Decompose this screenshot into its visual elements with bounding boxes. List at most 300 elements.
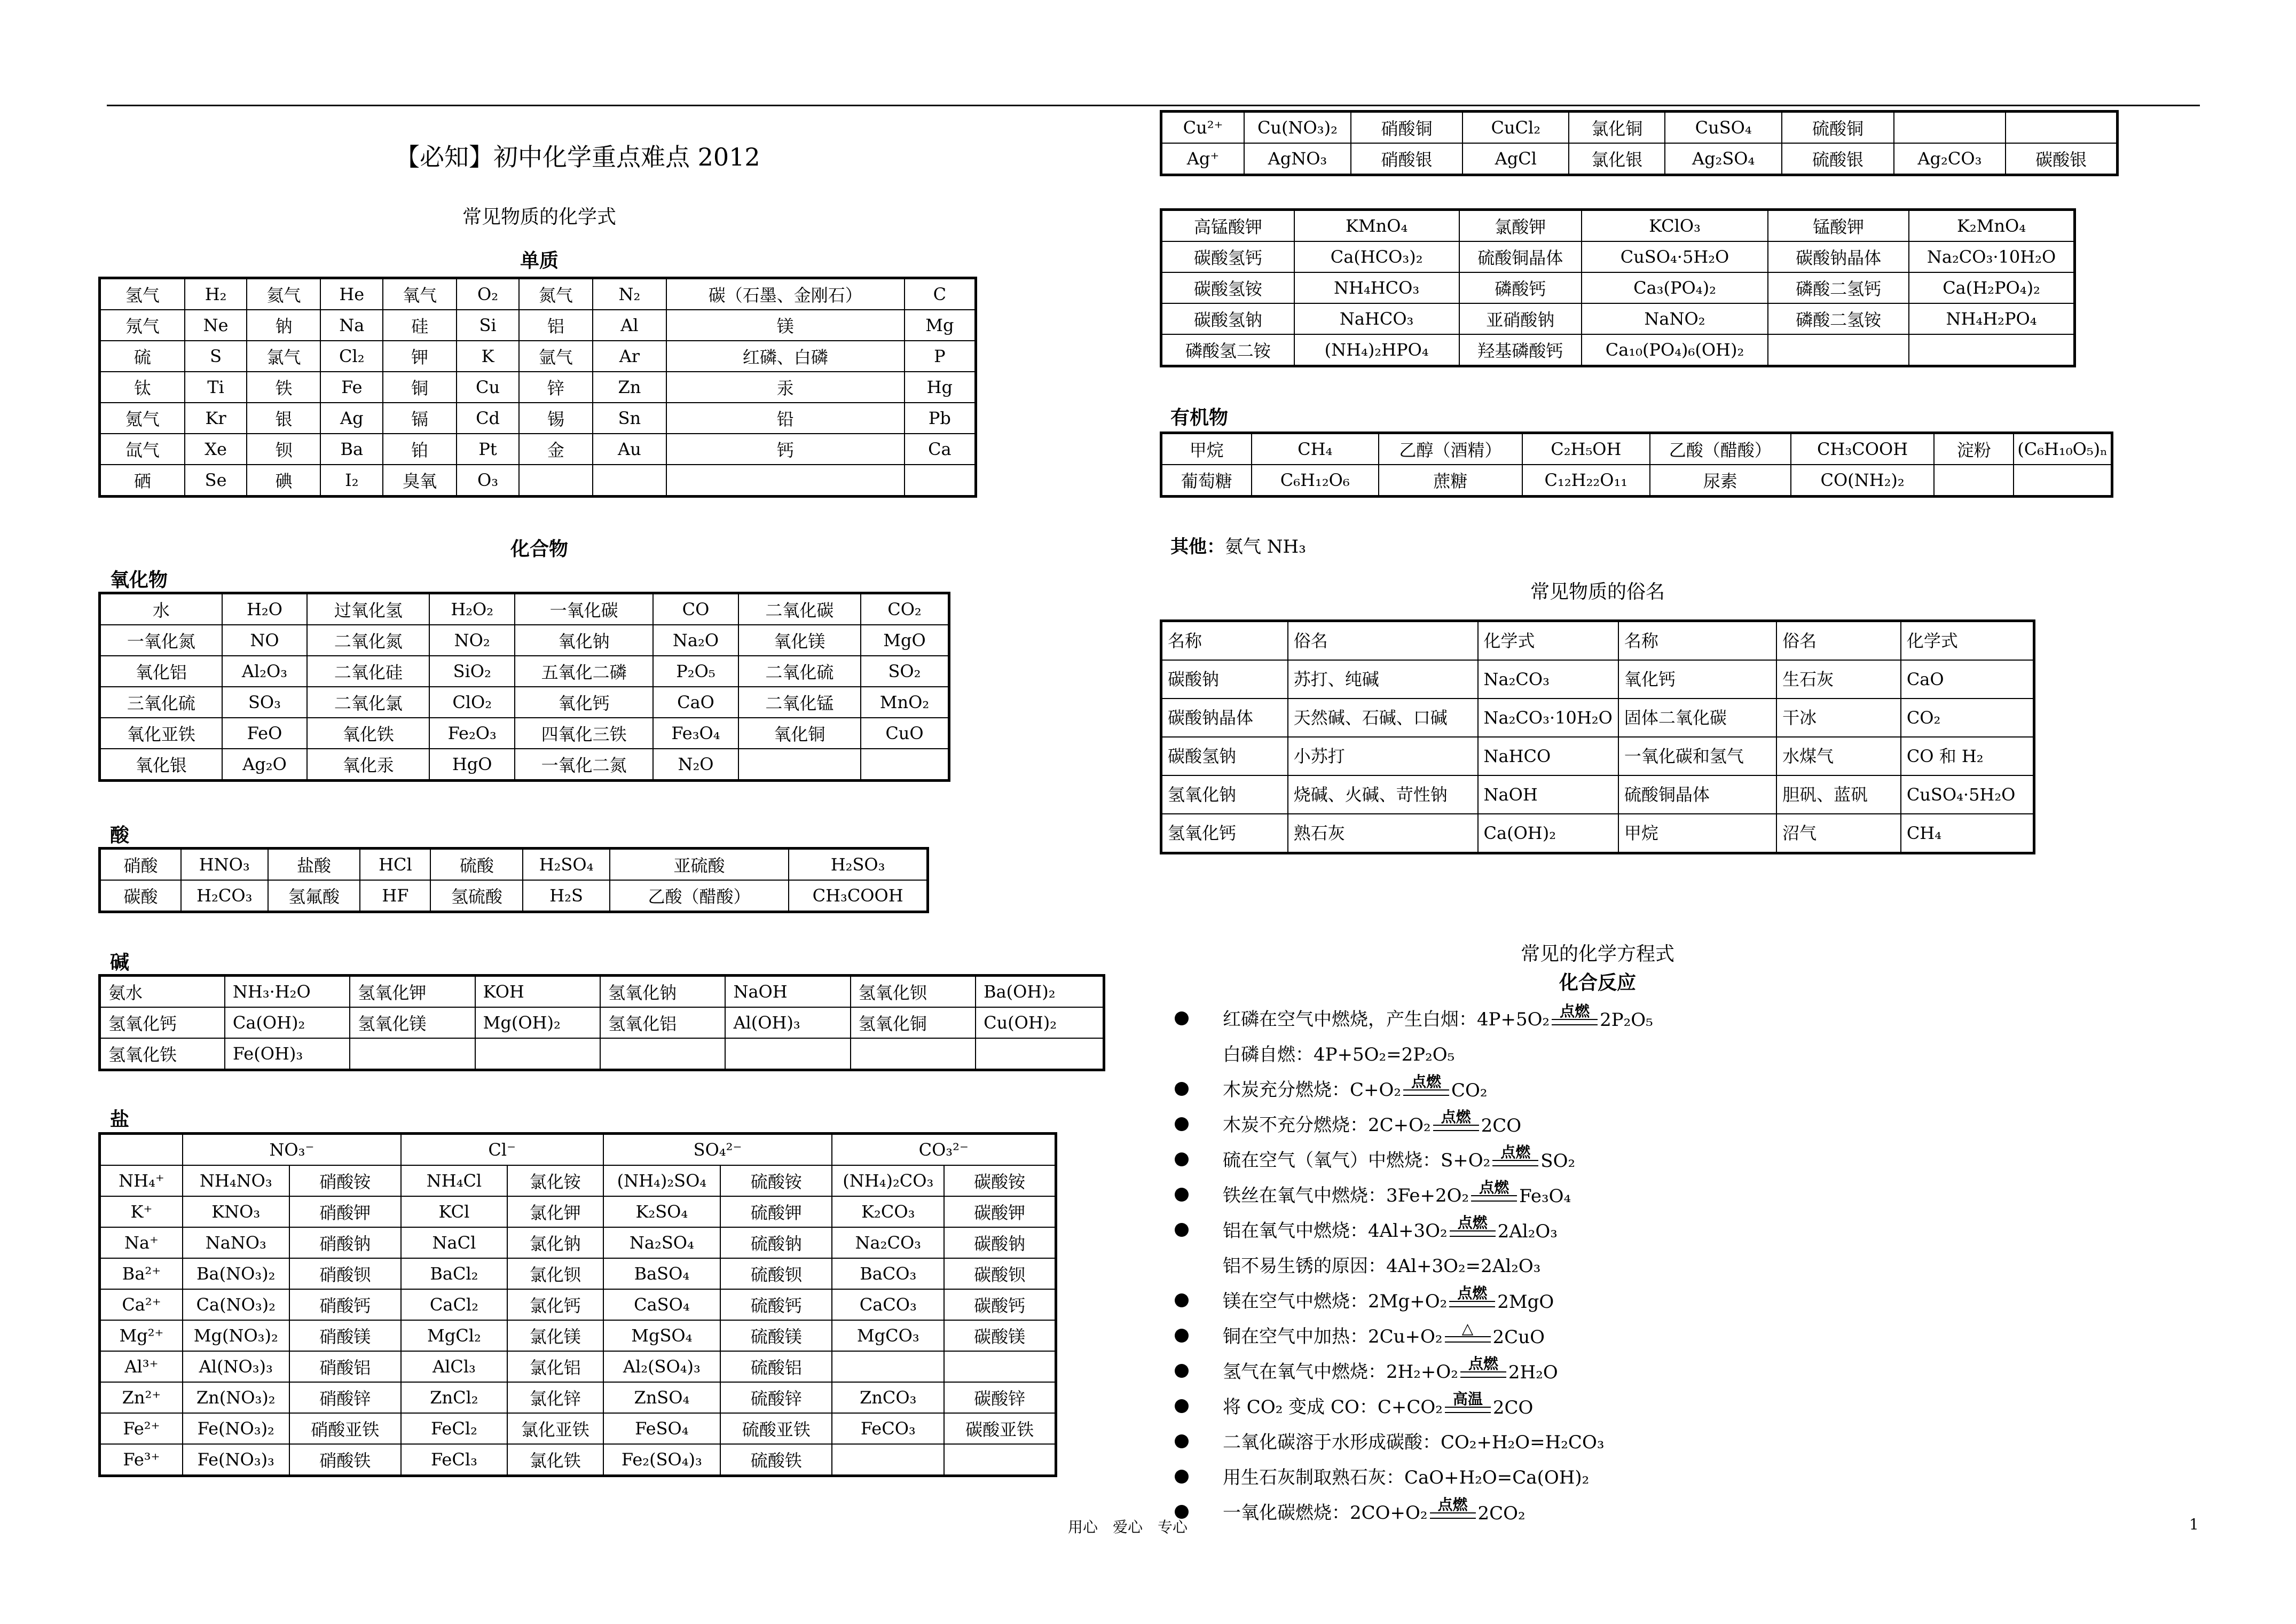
table-cell <box>2006 112 2117 144</box>
equation-product: CO₂ <box>1451 1080 1488 1101</box>
table-cell: Ca²⁺ <box>100 1289 183 1320</box>
table-cell: Na₂SO₄ <box>603 1227 721 1258</box>
reaction-condition <box>1403 1074 1449 1101</box>
table-cell: 硝酸铝 <box>289 1351 401 1382</box>
table-cell: 尿素 <box>1650 465 1791 497</box>
table-cell: 磷酸氢二铵 <box>1161 334 1294 366</box>
table-cell: 碳酸钠晶体 <box>1161 699 1288 737</box>
table-cell: (NH₄)₂SO₄ <box>603 1165 721 1196</box>
table-cell: 氧化铁 <box>307 718 429 749</box>
equals-sign-icon <box>1471 1195 1517 1202</box>
table-cell: Ca(OH)₂ <box>225 1007 350 1038</box>
table-cell: 苏打、纯碱 <box>1288 660 1478 699</box>
table-cell: 碳酸钠晶体 <box>1768 241 1909 272</box>
salts-row <box>1161 112 2118 144</box>
bases-row <box>100 1007 1104 1038</box>
table-cell: 氢氧化铝 <box>600 1007 725 1038</box>
table-cell: H₂ <box>185 278 247 310</box>
table-cell: 氢氧化铁 <box>100 1038 225 1070</box>
other-salts-row <box>1161 210 2075 242</box>
bases-row <box>100 1038 1104 1070</box>
equation-text: 氢气在氧气中燃烧：2H₂+O₂ <box>1223 1361 1458 1383</box>
table-cell: NaOH <box>725 976 850 1008</box>
table-cell: 二氧化碳 <box>738 593 861 625</box>
table-cell: 氢氧化钠 <box>600 976 725 1008</box>
salts-row <box>100 1165 1056 1196</box>
table-cell: CuCl₂ <box>1462 112 1569 144</box>
table-cell: SiO₂ <box>429 656 515 687</box>
table-cell: 氯化镁 <box>507 1320 603 1351</box>
table-cell: 氧化钙 <box>515 687 653 718</box>
page-number: 1 <box>2189 1516 2199 1533</box>
table-cell: 水 <box>100 593 222 625</box>
table-cell: AlCl₃ <box>401 1351 507 1382</box>
equation-item <box>1175 1454 2082 1489</box>
table-cell: 氢氧化镁 <box>350 1007 475 1038</box>
table-cell: 氯化铜 <box>1569 112 1665 144</box>
table-cell: 氯化锌 <box>507 1382 603 1413</box>
table-cell: 干冰 <box>1776 699 1901 737</box>
header-rule <box>107 105 2200 106</box>
table-cell: 氢氧化钡 <box>851 976 976 1008</box>
table-cell: 沼气 <box>1776 814 1901 853</box>
table-cell: BaCO₃ <box>832 1258 944 1289</box>
table-cell: CO <box>653 593 738 625</box>
table-cell: 锡 <box>519 403 593 434</box>
table-cell: 硝酸钠 <box>289 1227 401 1258</box>
table-cell: 小苏打 <box>1288 737 1478 775</box>
salts-heading: 盐 <box>110 1108 130 1131</box>
table-cell <box>725 1038 850 1070</box>
equation-text: 镁在空气中燃烧：2Mg+O₂ <box>1223 1291 1448 1312</box>
table-cell: FeCl₃ <box>401 1444 507 1476</box>
table-cell: FeSO₄ <box>603 1413 721 1444</box>
table-cell: 碳酸氢钠 <box>1161 737 1288 775</box>
table-cell: Ca₃(PO₄)₂ <box>1582 272 1768 303</box>
equals-sign-icon <box>1403 1089 1449 1096</box>
table-cell: ZnSO₄ <box>603 1382 721 1413</box>
organic-table <box>1160 432 2113 498</box>
table-cell: 氯化亚铁 <box>507 1413 603 1444</box>
table-cell: 氢氟酸 <box>268 880 360 912</box>
table-cell: 碳酸锌 <box>944 1382 1056 1413</box>
table-cell: H₂SO₄ <box>523 849 610 881</box>
names-row <box>1161 660 2034 699</box>
equation-text: 铜在空气中加热：2Cu+O₂ <box>1223 1326 1443 1347</box>
table-cell: 碘 <box>247 465 320 497</box>
table-cell <box>2014 465 2112 497</box>
names-header-cell: 俗名 <box>1776 621 1901 661</box>
table-cell: Ag₂CO₃ <box>1894 143 2006 175</box>
table-cell: K₂SO₄ <box>603 1196 721 1227</box>
oxides-heading: 氧化物 <box>110 569 168 591</box>
equation-product: 2CO <box>1492 1397 1534 1418</box>
table-cell: Fe <box>320 372 383 403</box>
table-cell: Ag⁺ <box>1161 143 1245 175</box>
equation-item <box>1175 1031 2082 1066</box>
table-cell: NH₃·H₂O <box>225 976 350 1008</box>
bullet-icon <box>1175 1364 1189 1378</box>
reaction-condition <box>1552 1004 1598 1031</box>
table-cell: K₂MnO₄ <box>1909 210 2074 242</box>
reaction-condition <box>1449 1286 1495 1313</box>
table-cell: CO₂ <box>1901 699 2034 737</box>
table-cell: P <box>905 341 976 372</box>
table-cell: 碳酸亚铁 <box>944 1413 1056 1444</box>
table-cell: 硫酸铝 <box>720 1351 832 1382</box>
table-cell <box>976 1038 1104 1070</box>
table-cell: MnO₂ <box>861 687 949 718</box>
bullet-icon <box>1175 1399 1189 1413</box>
oxides-row <box>100 718 949 749</box>
table-cell: Ca(HCO₃)₂ <box>1294 241 1459 272</box>
table-cell: Ne <box>185 310 247 341</box>
table-cell: (C₆H₁₀O₅)ₙ <box>2014 433 2112 465</box>
table-cell <box>905 465 976 497</box>
equation-product: 2CO₂ <box>1477 1503 1526 1524</box>
table-cell: 氯化钙 <box>507 1289 603 1320</box>
table-cell: 铜 <box>383 372 457 403</box>
table-cell: 葡萄糖 <box>1161 465 1252 497</box>
elements-row <box>100 403 976 434</box>
table-cell: Kr <box>185 403 247 434</box>
table-cell: 臭氧 <box>383 465 457 497</box>
table-cell: FeO <box>222 718 307 749</box>
organic-heading: 有机物 <box>1170 406 1229 429</box>
salts-row <box>100 1382 1056 1413</box>
names-header-cell: 名称 <box>1618 621 1776 661</box>
footer-text: 用心 爱心 专心 <box>1068 1518 1188 1536</box>
table-cell: 氯气 <box>247 341 320 372</box>
reaction-condition <box>1445 1392 1491 1418</box>
table-cell <box>944 1444 1056 1476</box>
equation-product: 2CO <box>1481 1115 1522 1136</box>
table-cell: 硫酸铜晶体 <box>1618 775 1776 814</box>
table-cell: Al₂O₃ <box>222 656 307 687</box>
other-line <box>1170 532 1306 558</box>
table-cell: KCl <box>401 1196 507 1227</box>
table-cell: Ba <box>320 434 383 465</box>
table-cell: Al(OH)₃ <box>725 1007 850 1038</box>
table-cell: KNO₃ <box>183 1196 289 1227</box>
equals-sign-icon <box>1552 1019 1598 1025</box>
table-cell: 羟基磷酸钙 <box>1459 334 1582 366</box>
table-cell: 氯化钠 <box>507 1227 603 1258</box>
condition-label: 点燃 <box>1457 1214 1488 1231</box>
condition-label: 点燃 <box>1411 1073 1442 1090</box>
reaction-condition <box>1450 1215 1496 1242</box>
table-cell: ZnCO₃ <box>832 1382 944 1413</box>
table-cell: NaNO₂ <box>1582 303 1768 334</box>
table-cell: 硫酸锌 <box>720 1382 832 1413</box>
condition-label: 点燃 <box>1468 1355 1498 1372</box>
document-title: 【必知】初中化学重点难点 2012 <box>395 143 760 171</box>
table-cell: CuO <box>861 718 949 749</box>
equation-text: 铝在氧气中燃烧：4Al+3O₂ <box>1223 1220 1448 1242</box>
table-cell: Fe₃O₄ <box>653 718 738 749</box>
table-cell: 碳酸氢钠 <box>1161 303 1294 334</box>
table-cell: 硅 <box>383 310 457 341</box>
salts-header-cell: Cl⁻ <box>401 1134 603 1166</box>
condition-label: 点燃 <box>1500 1143 1531 1161</box>
table-cell: Na₂CO₃·10H₂O <box>1478 699 1618 737</box>
table-cell: Na₂CO₃·10H₂O <box>1909 241 2074 272</box>
bullet-icon <box>1175 1329 1189 1343</box>
equation-text: 用生石灰制取熟石灰：CaO+H₂O=Ca(OH)₂ <box>1223 1467 1590 1488</box>
salts-row <box>100 1320 1056 1351</box>
table-cell: Fe²⁺ <box>100 1413 183 1444</box>
table-cell: CaCO₃ <box>832 1289 944 1320</box>
table-cell: Al³⁺ <box>100 1351 183 1382</box>
table-cell: 氢氧化铜 <box>851 1007 976 1038</box>
table-cell: NaHCO₃ <box>1294 303 1459 334</box>
table-cell: NO₂ <box>429 625 515 656</box>
equation-text: 铝不易生锈的原因：4Al+3O₂=2Al₂O₃ <box>1223 1256 1541 1277</box>
table-cell <box>944 1351 1056 1382</box>
table-cell: Cu <box>457 372 519 403</box>
salts-row <box>100 1227 1056 1258</box>
table-cell: Al <box>593 310 666 341</box>
table-cell: 红磷、白磷 <box>666 341 905 372</box>
table-cell: Ba²⁺ <box>100 1258 183 1289</box>
table-cell: 氯化铵 <box>507 1165 603 1196</box>
table-cell: 氧化钙 <box>1618 660 1776 699</box>
table-cell: MgCO₃ <box>832 1320 944 1351</box>
table-cell: Ag <box>320 403 383 434</box>
table-cell: 氢氧化钠 <box>1161 775 1288 814</box>
table-cell: O₂ <box>457 278 519 310</box>
table-cell: 银 <box>247 403 320 434</box>
reaction-condition <box>1445 1321 1491 1348</box>
table-cell <box>861 749 949 781</box>
condition-label: 点燃 <box>1441 1108 1471 1126</box>
table-cell: Mg(NO₃)₂ <box>183 1320 289 1351</box>
table-cell: ZnCl₂ <box>401 1382 507 1413</box>
table-cell: 亚硫酸 <box>610 849 789 881</box>
names-header-cell: 化学式 <box>1901 621 2034 661</box>
names-header-cell: 俗名 <box>1288 621 1478 661</box>
table-cell: 氧化钠 <box>515 625 653 656</box>
organic-row <box>1161 465 2112 497</box>
names-header-cell: 名称 <box>1161 621 1288 661</box>
names-row <box>1161 699 2034 737</box>
condition-label: 点燃 <box>1457 1284 1488 1302</box>
table-cell: 氧化银 <box>100 749 222 781</box>
table-cell: 硝酸 <box>100 849 181 881</box>
table-cell: 锌 <box>519 372 593 403</box>
equation-item <box>1175 1383 2082 1418</box>
table-cell: SO₃ <box>222 687 307 718</box>
table-cell: NaOH <box>1478 775 1618 814</box>
table-cell: MgCl₂ <box>401 1320 507 1351</box>
table-cell: HgO <box>429 749 515 781</box>
reaction-condition <box>1492 1145 1538 1172</box>
oxides-row <box>100 625 949 656</box>
table-cell: Cd <box>457 403 519 434</box>
table-cell: Zn(NO₃)₂ <box>183 1382 289 1413</box>
table-cell <box>738 749 861 781</box>
oxides-row <box>100 593 949 625</box>
elements-row <box>100 278 976 310</box>
table-cell: 硝酸钾 <box>289 1196 401 1227</box>
table-cell: 钾 <box>383 341 457 372</box>
table-cell: HF <box>360 880 430 912</box>
salts-row <box>100 1196 1056 1227</box>
bullet-icon <box>1175 1470 1189 1484</box>
table-cell: 氩气 <box>519 341 593 372</box>
equation-item <box>1175 1277 2082 1313</box>
table-cell: MgSO₄ <box>603 1320 721 1351</box>
table-cell: 氢氧化钙 <box>1161 814 1288 853</box>
table-cell: 氢气 <box>100 278 185 310</box>
table-cell: 碳酸钙 <box>944 1289 1056 1320</box>
bases-row <box>100 976 1104 1008</box>
oxides-table <box>98 592 950 782</box>
table-cell: FeCO₃ <box>832 1413 944 1444</box>
salts-header-cell <box>100 1134 183 1166</box>
equals-sign-icon <box>1460 1371 1506 1378</box>
condition-label: 点燃 <box>1479 1179 1509 1196</box>
table-cell: Na₂CO₃ <box>1478 660 1618 699</box>
table-cell: CO(NH₂)₂ <box>1791 465 1935 497</box>
table-cell: Al(NO₃)₃ <box>183 1351 289 1382</box>
table-cell: NO <box>222 625 307 656</box>
table-cell: 氧气 <box>383 278 457 310</box>
salts-header-cell: CO₃²⁻ <box>832 1134 1056 1166</box>
table-cell: 氦气 <box>247 278 320 310</box>
equation-item <box>1175 1066 2082 1101</box>
table-cell: Pb <box>905 403 976 434</box>
equation-product: 2H₂O <box>1508 1362 1558 1383</box>
table-cell: 磷酸钙 <box>1459 272 1582 303</box>
table-cell: 甲烷 <box>1161 433 1252 465</box>
table-cell: 淀粉 <box>1934 433 2014 465</box>
table-cell: 氯酸钾 <box>1459 210 1582 242</box>
table-cell: 硝酸亚铁 <box>289 1413 401 1444</box>
table-cell: Fe₂(SO₄)₃ <box>603 1444 721 1476</box>
table-cell: BaCl₂ <box>401 1258 507 1289</box>
table-cell: 铂 <box>383 434 457 465</box>
table-cell: HNO₃ <box>181 849 268 881</box>
table-cell: 氙气 <box>100 434 185 465</box>
table-cell: CuSO₄·5H₂O <box>1901 775 2034 814</box>
table-cell: 烧碱、火碱、苛性钠 <box>1288 775 1478 814</box>
equation-list <box>1175 995 2082 1524</box>
table-cell: Na⁺ <box>100 1227 183 1258</box>
oxides-row <box>100 687 949 718</box>
table-cell: 碳酸氢铵 <box>1161 272 1294 303</box>
table-cell: KMnO₄ <box>1294 210 1459 242</box>
table-cell: 铅 <box>666 403 905 434</box>
salts-header-row <box>100 1134 1056 1166</box>
table-cell: Al₂(SO₄)₃ <box>603 1351 721 1382</box>
table-cell: 亚硝酸钠 <box>1459 303 1582 334</box>
table-cell: 硝酸锌 <box>289 1382 401 1413</box>
table-cell: 镁 <box>666 310 905 341</box>
elements-row <box>100 310 976 341</box>
table-cell: CaO <box>1901 660 2034 699</box>
bullet-icon <box>1175 1188 1189 1202</box>
table-cell: CH₄ <box>1901 814 2034 853</box>
condition-label: 点燃 <box>1437 1496 1468 1513</box>
table-cell: Ba(OH)₂ <box>976 976 1104 1008</box>
table-cell: ClO₂ <box>429 687 515 718</box>
table-cell: CH₃COOH <box>1791 433 1935 465</box>
equals-sign-icon <box>1433 1125 1479 1131</box>
table-cell: 二氧化硫 <box>738 656 861 687</box>
condition-label: 点燃 <box>1560 1002 1590 1020</box>
names-header-cell: 化学式 <box>1478 621 1618 661</box>
table-cell: 硫酸铜 <box>1782 112 1893 144</box>
common-names-heading: 常见物质的俗名 <box>1530 581 1665 603</box>
salts-header-cell: NO₃⁻ <box>183 1134 401 1166</box>
table-cell: 碳酸钡 <box>944 1258 1056 1289</box>
elements-table <box>98 277 977 498</box>
table-cell: Na <box>320 310 383 341</box>
table-cell: Hg <box>905 372 976 403</box>
equation-text: 红磷在空气中燃烧，产生白烟：4P+5O₂ <box>1223 1009 1550 1030</box>
table-cell: 氪气 <box>100 403 185 434</box>
equation-text: 白磷自燃：4P+5O₂=2P₂O₅ <box>1223 1044 1455 1065</box>
table-cell: 钙 <box>666 434 905 465</box>
salts-header-cell: SO₄²⁻ <box>603 1134 832 1166</box>
bullet-icon <box>1175 1117 1189 1131</box>
table-cell: Na₂O <box>653 625 738 656</box>
table-cell: CuSO₄ <box>1665 112 1782 144</box>
table-cell: 钡 <box>247 434 320 465</box>
elements-row <box>100 465 976 497</box>
table-cell: Na₂CO₃ <box>832 1227 944 1258</box>
table-cell: 碳酸 <box>100 880 181 912</box>
table-cell: 磷酸二氢钙 <box>1768 272 1909 303</box>
table-cell: 硝酸钙 <box>289 1289 401 1320</box>
table-cell: CO 和 H₂ <box>1901 737 2034 775</box>
table-cell: 铝 <box>519 310 593 341</box>
table-cell: 一氧化碳和氢气 <box>1618 737 1776 775</box>
table-cell: Au <box>593 434 666 465</box>
table-cell: NH₄⁺ <box>100 1165 183 1196</box>
bases-heading: 碱 <box>110 951 130 974</box>
bullet-icon <box>1175 1011 1189 1025</box>
table-cell: Ar <box>593 341 666 372</box>
table-cell: CaCl₂ <box>401 1289 507 1320</box>
other-value: 氨气 NH₃ <box>1225 536 1306 558</box>
table-cell: 天然碱、石碱、口碱 <box>1288 699 1478 737</box>
acids-heading: 酸 <box>110 824 130 846</box>
table-cell: SO₂ <box>861 656 949 687</box>
table-cell <box>1768 334 1909 366</box>
common-formula-heading: 常见物质的化学式 <box>462 206 616 228</box>
bullet-icon <box>1175 1082 1189 1096</box>
table-cell: 氨水 <box>100 976 225 1008</box>
table-cell: Si <box>457 310 519 341</box>
table-cell: 碳酸氢钙 <box>1161 241 1294 272</box>
table-cell: Cl₂ <box>320 341 383 372</box>
table-cell: 甲烷 <box>1618 814 1776 853</box>
table-cell: 硝酸铁 <box>289 1444 401 1476</box>
table-cell: KOH <box>475 976 600 1008</box>
table-cell: CaO <box>653 687 738 718</box>
table-cell <box>1894 112 2006 144</box>
other-salts-row <box>1161 303 2075 334</box>
table-cell: 碳酸钾 <box>944 1196 1056 1227</box>
table-cell <box>832 1444 944 1476</box>
table-cell: C <box>905 278 976 310</box>
table-cell: P₂O₅ <box>653 656 738 687</box>
table-cell: HCl <box>360 849 430 881</box>
equation-text: 木炭不充分燃烧：2C+O₂ <box>1223 1115 1431 1136</box>
table-cell <box>832 1351 944 1382</box>
